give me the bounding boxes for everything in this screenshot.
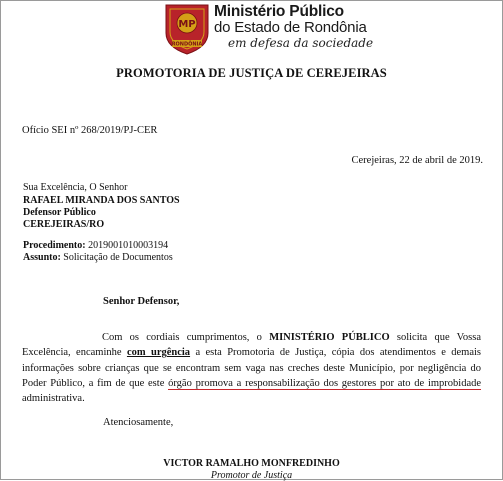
recipient-salutation: Sua Excelência, O Senhor — [23, 182, 128, 193]
procedimento-line — [23, 240, 168, 251]
org-motto: em defesa da sociedade — [228, 36, 374, 50]
seal-text: RONDÔNIA — [171, 41, 203, 48]
recipient-location: CEREJEIRAS/RO — [23, 219, 105, 230]
recipient-role: Defensor Público — [23, 207, 96, 218]
seal-letters: MP — [178, 19, 196, 30]
procedimento-value: 2019001010003194 — [88, 240, 169, 251]
body-org-bold: MINISTÉRIO PÚBLICO — [269, 332, 390, 343]
body-part3: a esta Promotoria de Justiça, cópia dos atendimentos e demais informações sobre crianças que se encontram sem vaga nas creches deste Município, por negligência do Poder Público, a fim de que este — [22, 347, 481, 389]
assunto-value: Solicitação de Documentos — [63, 252, 173, 263]
oficio-number: Ofício SEI nº 268/2019/PJ-CER — [22, 125, 158, 136]
assunto-line — [23, 252, 173, 263]
date-line: Cerejeiras, 22 de abril de 2019. — [351, 155, 483, 166]
procedimento-label: Procedimento: — [23, 240, 86, 251]
body-part4: administrativa. — [22, 393, 85, 405]
body-highlight-underlined: órgão promova a responsabilização dos gestores por ato de improbidade — [168, 377, 482, 389]
greeting: Senhor Defensor, — [103, 296, 180, 307]
ministerio-publico-seal-icon — [162, 3, 212, 55]
document-heading: PROMOTORIA DE JUSTIÇA DE CEREJEIRAS — [116, 66, 387, 80]
body-urgency: com urgência — [126, 347, 191, 359]
org-name-line1: Ministério Público — [214, 3, 344, 20]
signature-name: VICTOR RAMALHO MONFREDINHO — [163, 458, 340, 469]
closing: Atenciosamente, — [103, 417, 174, 428]
assunto-label: Assunto: — [23, 252, 61, 263]
signature-title: Promotor de Justiça — [210, 470, 293, 481]
body-part1: Com os cordiais cumprimentos, o — [102, 332, 262, 343]
body-part2: solicita que Vossa Excelência, encaminhe — [22, 332, 481, 359]
body-paragraph — [22, 330, 481, 406]
recipient-name: RAFAEL MIRANDA DOS SANTOS — [23, 195, 180, 206]
org-name-line2: do Estado de Rondônia — [214, 19, 367, 36]
letterhead-logo — [162, 3, 392, 55]
